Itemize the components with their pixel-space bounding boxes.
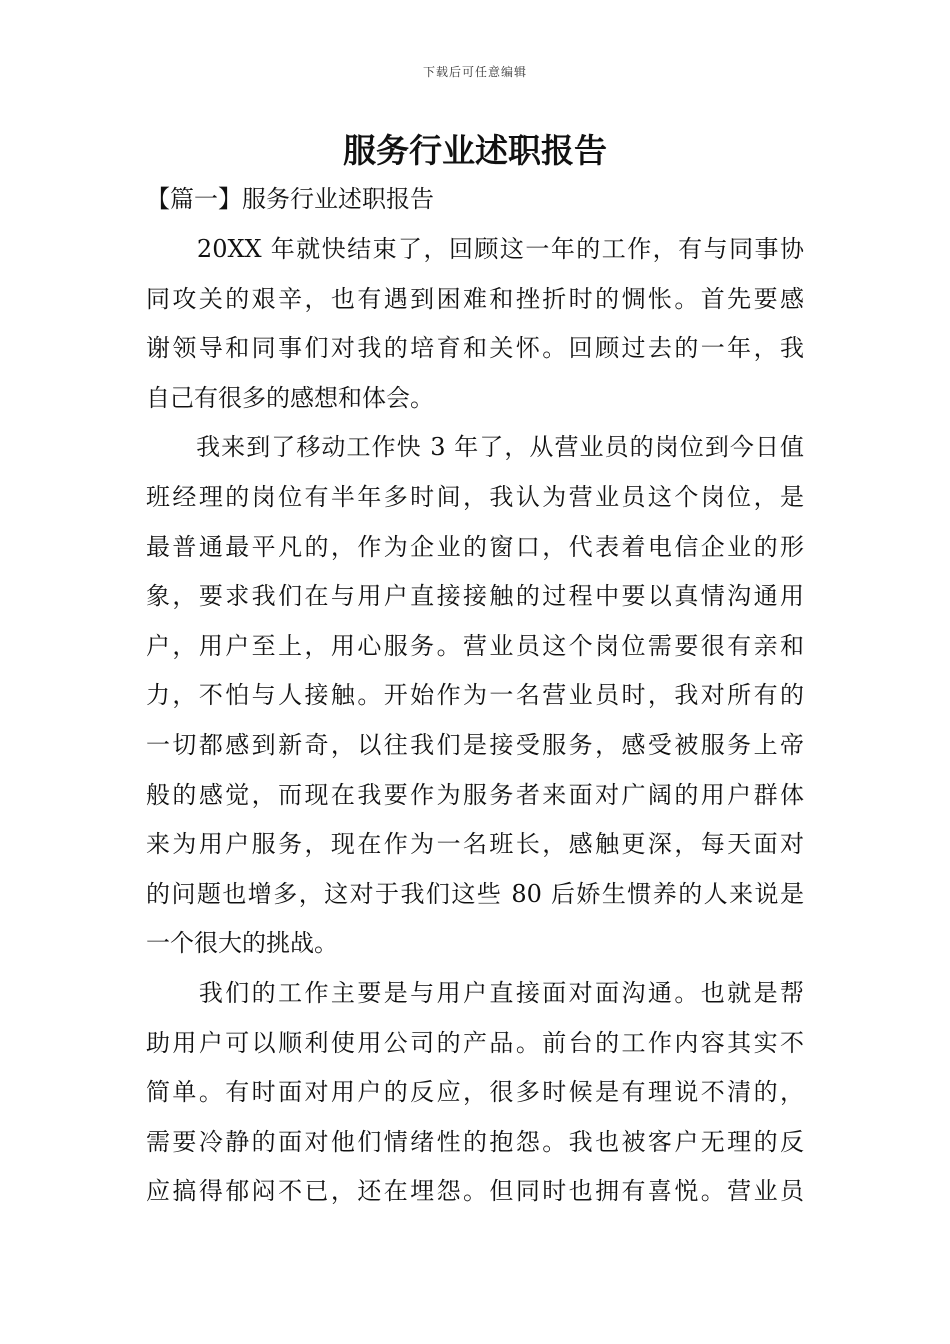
text-line: 同攻关的艰辛，也有遇到困难和挫折时的惆怅。首先要感 <box>146 284 804 313</box>
section-heading: 【篇一】服务行业述职报告 <box>146 185 434 213</box>
text-line: 我们的工作主要是与用户直接面对面沟通。也就是帮 <box>146 978 804 1007</box>
text-line: 我来到了移动工作快 3 年了，从营业员的岗位到今日值 <box>146 433 804 462</box>
paragraph <box>146 969 804 1217</box>
text-line: 自己有很多的感想和体会。 <box>146 383 434 412</box>
paragraph <box>146 225 804 423</box>
text-line: 应搞得郁闷不已，还在埋怨。但同时也拥有喜悦。营业员 <box>146 1177 804 1206</box>
document-title: 服务行业述职报告 <box>343 131 607 170</box>
text-line: 般的感觉，而现在我要作为服务者来面对广阔的用户群体 <box>146 780 804 809</box>
text-line: 班经理的岗位有半年多时间，我认为营业员这个岗位，是 <box>146 482 804 511</box>
text-line: 力，不怕与人接触。开始作为一名营业员时，我对所有的 <box>146 681 804 710</box>
text-line: 谢领导和同事们对我的培育和关怀。回顾过去的一年，我 <box>146 334 804 363</box>
text-line: 一个很大的挑战。 <box>146 929 338 958</box>
paragraph <box>146 423 804 969</box>
text-line: 最普通最平凡的，作为企业的窗口，代表着电信企业的形 <box>146 532 804 561</box>
text-line: 象，要求我们在与用户直接接触的过程中要以真情沟通用 <box>146 582 804 611</box>
document-body <box>146 225 804 1217</box>
text-line: 20XX 年就快结束了，回顾这一年的工作，有与同事协 <box>146 235 804 263</box>
text-line: 来为用户服务，现在作为一名班长，感触更深，每天面对 <box>146 830 804 859</box>
text-line: 一切都感到新奇，以往我们是接受服务，感受被服务上帝 <box>146 730 804 759</box>
text-line: 需要冷静的面对他们情绪性的抱怨。我也被客户无理的反 <box>146 1127 804 1156</box>
text-line: 简单。有时面对用户的反应，很多时候是有理说不清的， <box>146 1078 804 1107</box>
text-line: 的问题也增多，这对于我们这些 80 后娇生惯养的人来说是 <box>146 879 804 908</box>
text-line: 助用户可以顺利使用公司的产品。前台的工作内容其实不 <box>146 1028 804 1057</box>
text-line: 户，用户至上，用心服务。营业员这个岗位需要很有亲和 <box>146 631 804 660</box>
page-header-note: 下载后可任意编辑 <box>422 65 527 79</box>
